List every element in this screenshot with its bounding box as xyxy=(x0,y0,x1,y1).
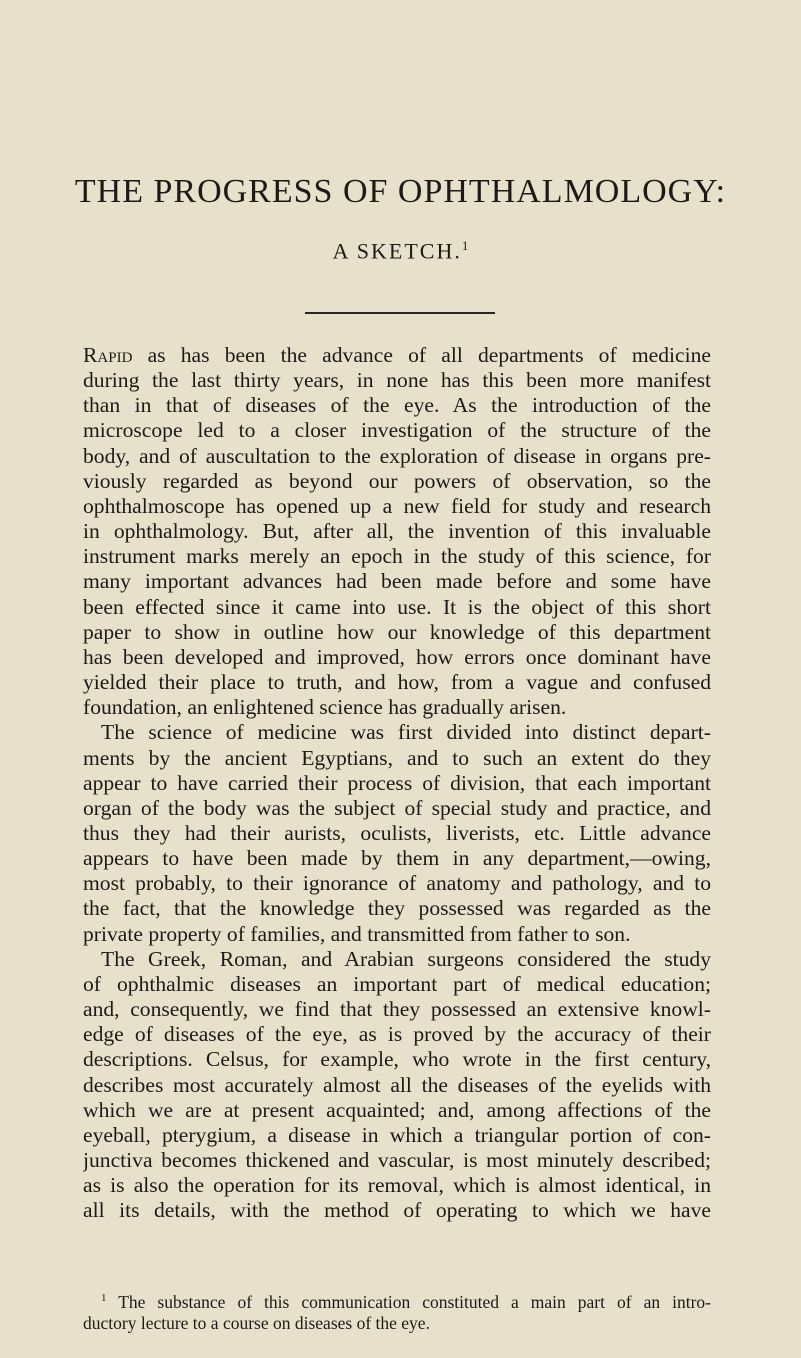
text-line: The Greek, Roman, and Arabian surgeons considered the study xyxy=(101,946,711,971)
text-line: which we are at present acquainted; and, among affections of the xyxy=(83,1097,711,1122)
text-line xyxy=(83,343,711,368)
text-line: yielded their place to truth, and how, from a vague and confused xyxy=(83,670,711,695)
text-line: The science of medicine was first divided into distinct depart- xyxy=(101,720,711,745)
text-line: than in that of diseases of the eye. As the introduction of the xyxy=(83,393,711,418)
text-line: eyeball, pterygium, a disease in which a triangular portion of con- xyxy=(83,1122,711,1147)
text-line: in ophthalmology. But, after all, the invention of this invaluable xyxy=(83,519,711,544)
text-line: instrument marks merely an epoch in the study of this science, for xyxy=(83,544,711,569)
text-line: ments by the ancient Egyptians, and to such an extent do they xyxy=(83,745,711,770)
text-line: all its details, with the method of operating to which we have xyxy=(83,1198,711,1223)
title-rule xyxy=(305,312,495,314)
text-line: many important advances had been made before and some have xyxy=(83,569,711,594)
text-line: describes most accurately almost all the diseases of the eyelids with xyxy=(83,1072,711,1097)
footnote-reference: 1 xyxy=(461,238,469,253)
text-line: the fact, that the knowledge they possessed was regarded as the xyxy=(83,896,711,921)
text-line: organ of the body was the subject of special study and practice, and xyxy=(83,795,711,820)
body-text xyxy=(83,343,711,1223)
text-line: most probably, to their ignorance of anatomy and pathology, and to xyxy=(83,871,711,896)
text-line: edge of diseases of the eye, as is proved by the accuracy of their xyxy=(83,1022,711,1047)
text-line: of ophthalmic diseases an important part of medical education; xyxy=(83,971,711,996)
text-line-rest: as has been the advance of all departments of medicine xyxy=(132,343,711,367)
footnote-line: ductory lecture to a course on diseases of the eye. xyxy=(83,1312,430,1333)
footnote-marker: 1 xyxy=(101,1292,107,1304)
text-line: appears to have been made by them in any department,—owing, xyxy=(83,846,711,871)
text-line: body, and of auscultation to the exploration of disease in organs pre- xyxy=(83,443,711,468)
text-line: descriptions. Celsus, for example, who wrote in the first century, xyxy=(83,1047,711,1072)
page-title: THE PROGRESS OF OPHTHALMOLOGY: xyxy=(74,173,727,210)
text-line: microscope led to a closer investigation of the structure of the xyxy=(83,418,711,443)
footnote xyxy=(83,1288,711,1334)
text-line: private property of families, and transmitted from father to son. xyxy=(83,921,631,946)
footnote-line xyxy=(83,1288,711,1313)
text-line: ophthalmoscope has opened up a new field for study and research xyxy=(83,493,711,518)
text-line: and, consequently, we find that they possessed an extensive knowl- xyxy=(83,997,711,1022)
text-line: appear to have carried their process of division, that each important xyxy=(83,770,711,795)
text-line: has been developed and improved, how errors once dominant have xyxy=(83,644,711,669)
text-line: during the last thirty years, in none has this been more manifest xyxy=(83,368,711,393)
text-line: junctiva becomes thickened and vascular, is most minutely described; xyxy=(83,1148,711,1172)
text-line: thus they had their aurists, oculists, liverists, etc. Little advance xyxy=(83,820,711,845)
subtitle-text: A SKETCH. xyxy=(332,238,462,264)
text-line: as is also the operation for its removal, which is almost identical, in xyxy=(83,1173,711,1198)
footnote-line-rest: The substance of this communication constituted a main part of an intro- xyxy=(106,1291,711,1312)
page-subtitle xyxy=(0,233,801,264)
text-line: been effected since it came into use. It is the object of this short xyxy=(83,594,711,619)
text-line: foundation, an enlightened science has gradually arisen. xyxy=(83,695,567,720)
opening-word: Rapid xyxy=(83,343,133,367)
text-line: paper to show in outline how our knowledge of this department xyxy=(83,619,711,644)
text-line: viously regarded as beyond our powers of observation, so the xyxy=(83,468,711,493)
